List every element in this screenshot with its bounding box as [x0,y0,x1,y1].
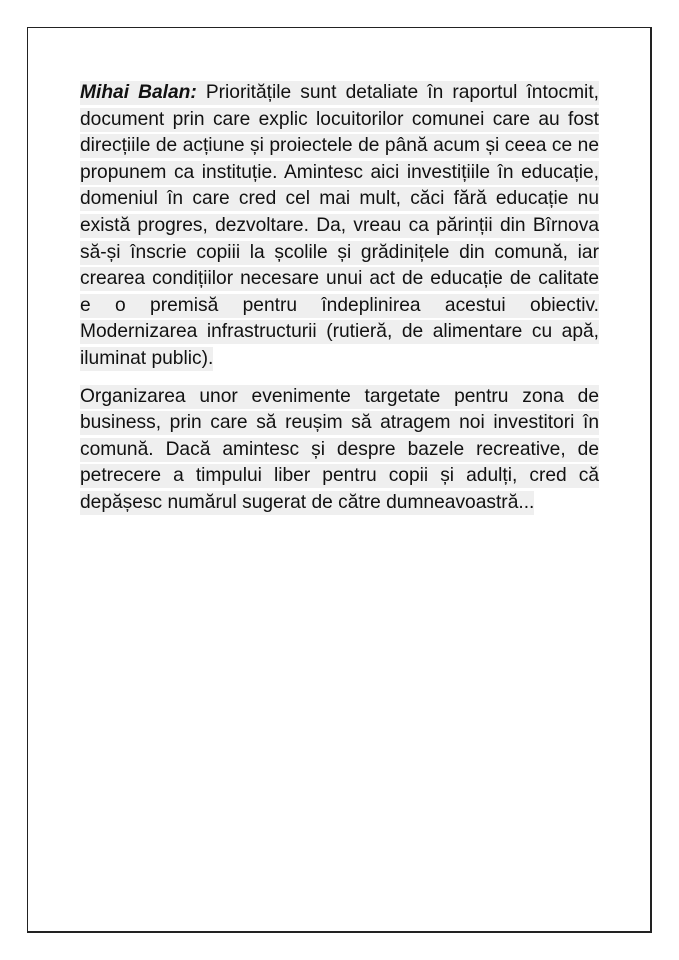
paragraph-2 [80,384,599,517]
speaker-name: Mihai Balan: [80,82,197,103]
highlighted-text [80,81,599,371]
paragraph-2-text: Organizarea unor evenimente targetate pentru zona de business, prin care să reușim să atragem noi investitori în comună. Dacă amintesc și despre bazele recreative, de petrecere a timpului liber pentru copii și adulți, cred că depășesc numărul sugerat de către dumneavoastră... [80,385,599,513]
paragraph-1-text: Prioritățile sunt detaliate în raportul întocmit, document prin care explic locuitorilor comunei care au fost direcțiile de acțiune și proiectele de până acum și ceea ce ne propunem ca instituție. Amintesc aici investițiile în educație, domeniul în care cred cel mai mult, căci fără educație nu există progres, dezvoltare. Da, vreau ca părinții din Bîrnova să-și înscrie copiii la școlile și grădinițele din comună, iar crearea condițiilor necesare unui act de educație de calitate e o premisă pentru îndeplinirea acestui obiectiv. Modernizarea infrastructurii (rutieră, de alimentare cu apă, iluminat public). [80,82,599,369]
paragraph-1 [80,80,599,373]
document-body [80,80,599,517]
